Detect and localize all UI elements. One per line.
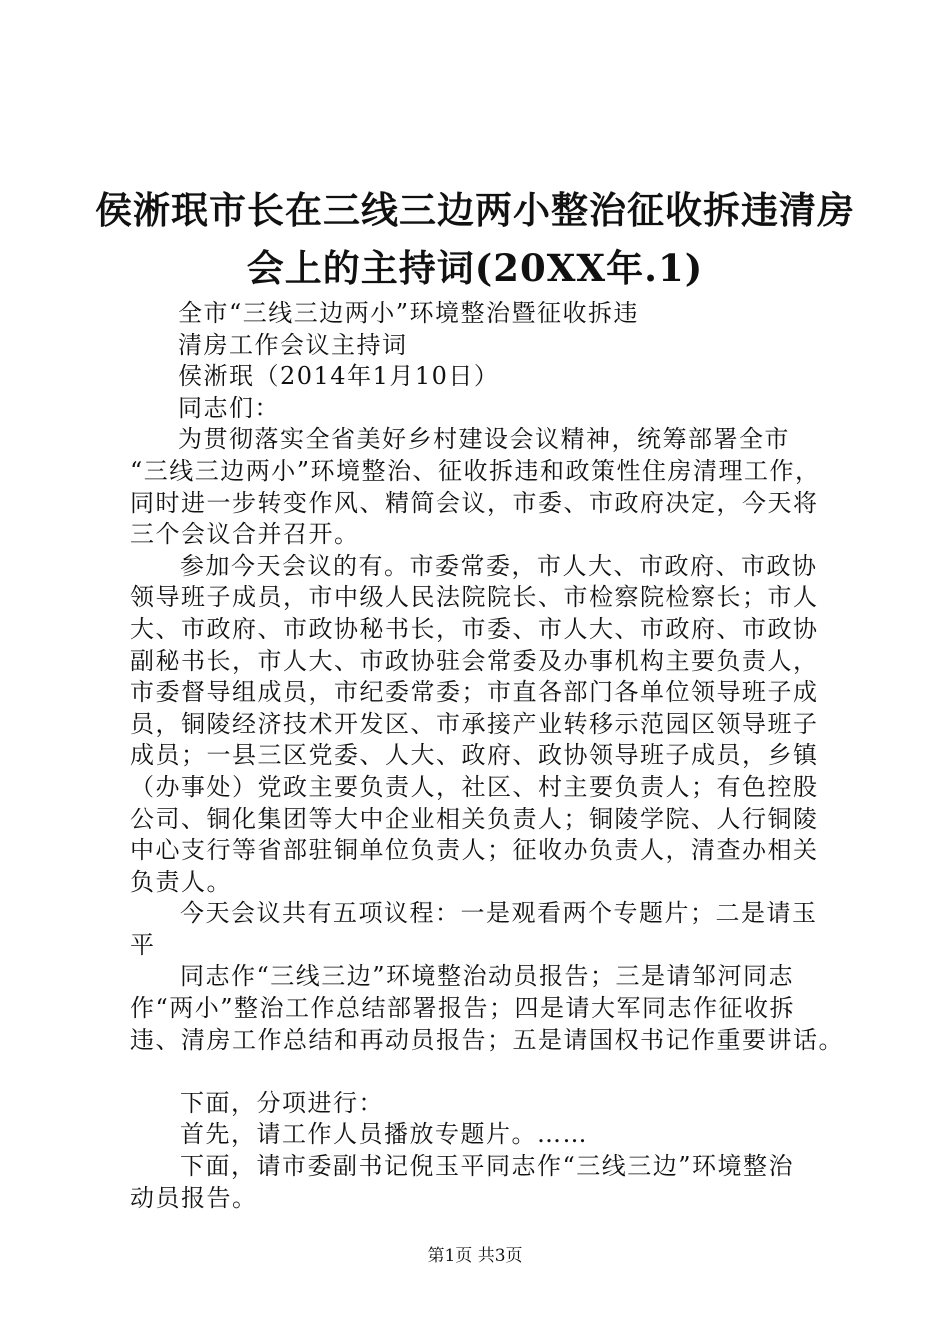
paragraph-line: 三个会议合并召开。 <box>130 520 360 549</box>
paragraph-line: 参加今天会议的有。市委常委，市人大、市政府、市政协 <box>180 551 818 580</box>
paragraph-3 <box>130 898 850 961</box>
paragraph-line: 市委督导组成员，市纪委常委；市直各部门各单位领导班子成 <box>130 678 819 707</box>
subtitle-line-2: 清房工作会议主持词 <box>178 330 408 359</box>
paragraph-line: （办事处）党政主要负责人，社区、村主要负责人；有色控股 <box>130 772 819 801</box>
paragraph-line: 同时进一步转变作风、精简会议，市委、市政府决定，今天将 <box>130 488 819 517</box>
paragraph-spacer <box>130 1056 850 1088</box>
paragraph-line: 下面，请市委副书记倪玉平同志作“三线三边”环境整治 <box>180 1152 795 1181</box>
paragraph-line: 为贯彻落实全省美好乡村建设会议精神，统筹部署全市 <box>178 425 790 454</box>
paragraph-line: 平 <box>130 930 156 959</box>
paragraph-line: 领导班子成员，市中级人民法院院长、市检察院检察长；市人 <box>130 583 819 612</box>
paragraph-line: 首先，请工作人员播放专题片。…… <box>180 1120 588 1149</box>
paragraph-line: 今天会议共有五项议程：一是观看两个专题片；二是请玉 <box>180 899 818 928</box>
paragraph-line: “三线三边两小”环境整治、征收拆违和政策性住房清理工作， <box>130 456 821 485</box>
paragraph-line: 动员报告。 <box>130 1183 258 1212</box>
paragraph-line: 负责人。 <box>130 867 232 896</box>
document-title-line-1: 侯淅珉市长在三线三边两小整治征收拆违清房 <box>95 188 855 232</box>
paragraph-1 <box>130 424 850 550</box>
subtitle-line-1: 全市“三线三边两小”环境整治暨征收拆违 <box>178 299 640 327</box>
paragraph-line: 公司、铜化集团等大中企业相关负责人；铜陵学院、人行铜陵 <box>130 804 819 833</box>
document-title-line-2: 会上的主持词(20XX年.1) <box>246 246 704 290</box>
paragraph-line: 违、清房工作总结和再动员报告；五是请国权书记作重要讲话。 <box>130 1025 844 1054</box>
paragraph-line: 下面，分项进行： <box>180 1088 384 1117</box>
page-footer: 第1页 共3页 <box>427 1246 523 1266</box>
paragraph-line: 作“两小”整治工作总结部署报告；四是请大军同志作征收拆 <box>130 994 796 1023</box>
paragraph-line: 成员；一县三区党委、人大、政府、政协领导班子成员，乡镇 <box>130 741 819 770</box>
speaker-date-line: 侯淅珉（2014年1月10日） <box>178 362 500 391</box>
salutation-line: 同志们： <box>178 393 280 422</box>
paragraph-line: 副秘书长，市人大、市政协驻会常委及办事机构主要负责人， <box>130 646 819 675</box>
paragraph-line: 大、市政府、市政协秘书长，市委、市人大、市政府、市政协 <box>130 614 819 643</box>
paragraph-4 <box>130 961 850 1056</box>
paragraph-line: 中心支行等省部驻铜单位负责人；征收办负责人，清查办相关 <box>130 836 819 865</box>
paragraph-line: 员，铜陵经济技术开发区、市承接产业转移示范园区领导班子 <box>130 709 819 738</box>
closing-paragraphs <box>130 1088 850 1214</box>
paragraph-2 <box>130 551 850 899</box>
document-body <box>130 298 850 1214</box>
paragraph-line: 同志作“三线三边”环境整治动员报告；三是请邹河同志 <box>180 962 795 991</box>
